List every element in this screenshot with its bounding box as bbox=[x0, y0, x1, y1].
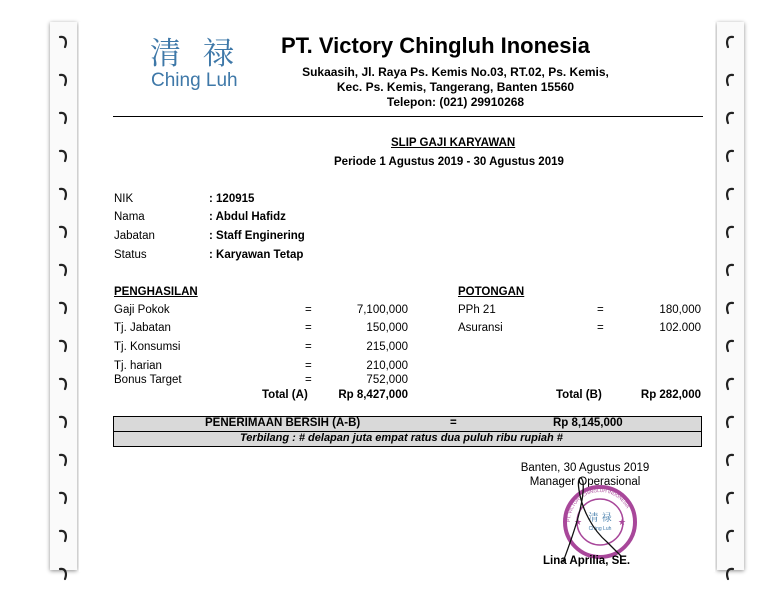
right-tractor-strip bbox=[717, 22, 744, 570]
tractor-hole-icon bbox=[56, 566, 70, 582]
net-pay-spelled: Terbilang : # delapan juta empat ratus dua puluh ribu rupiah # bbox=[240, 432, 563, 444]
stamp-logo-latin: Ching Luh bbox=[588, 526, 612, 532]
name-value: : Abdul Hafidz bbox=[209, 211, 286, 223]
earning-equals: = bbox=[305, 341, 312, 353]
tractor-hole-icon bbox=[56, 110, 70, 126]
tractor-hole-icon bbox=[56, 148, 70, 164]
company-name: PT. Victory Chingluh Inonesia bbox=[281, 33, 590, 58]
status-value: : Karyawan Tetap bbox=[209, 249, 304, 261]
earning-label: Tj. harian bbox=[114, 360, 162, 372]
signature-role: Manager Operasional bbox=[529, 476, 641, 488]
deduction-equals: = bbox=[597, 322, 604, 334]
earning-label: Tj. Jabatan bbox=[114, 322, 171, 334]
company-logo-latin: Ching Luh bbox=[151, 70, 238, 91]
deduction-equals: = bbox=[597, 304, 604, 316]
left-tractor-strip bbox=[50, 22, 77, 570]
header-divider bbox=[113, 116, 703, 117]
earning-amount: 210,000 bbox=[366, 360, 408, 372]
tractor-hole-icon bbox=[723, 566, 737, 582]
deduction-amount: 180,000 bbox=[659, 304, 701, 316]
earning-equals: = bbox=[305, 360, 312, 372]
stamp-star-icon: ★ bbox=[574, 517, 583, 527]
net-pay-label: PENERIMAAN BERSIH (A-B) bbox=[205, 417, 361, 429]
stamp-ring-text: PT. VICTORY CHINGLUH INDONESIA bbox=[565, 487, 631, 523]
deduction-label: Asuransi bbox=[458, 322, 503, 334]
tractor-hole-icon bbox=[56, 300, 70, 316]
tractor-hole-icon bbox=[723, 414, 737, 430]
nik-label: NIK bbox=[114, 193, 134, 205]
tractor-hole-icon bbox=[723, 262, 737, 278]
status-label: Status bbox=[114, 249, 147, 261]
earning-amount: 752,000 bbox=[366, 374, 408, 386]
earning-equals: = bbox=[305, 322, 312, 334]
deduction-label: PPh 21 bbox=[458, 304, 496, 316]
company-logo-chinese: 清 禄 bbox=[150, 36, 240, 72]
tractor-hole-icon bbox=[56, 528, 70, 544]
tractor-hole-icon bbox=[723, 224, 737, 240]
position-value: : Staff Enginering bbox=[209, 230, 305, 242]
signatory-name: Lina Aprilia, SE. bbox=[543, 555, 631, 567]
handwritten-signature bbox=[555, 470, 630, 565]
tractor-hole-icon bbox=[723, 376, 737, 392]
tractor-hole-icon bbox=[723, 34, 737, 50]
tractor-hole-icon bbox=[723, 490, 737, 506]
tractor-hole-icon bbox=[56, 376, 70, 392]
earning-label: Bonus Target bbox=[114, 374, 182, 386]
stamp-star-icon: ★ bbox=[618, 517, 627, 527]
earnings-heading: PENGHASILAN bbox=[114, 286, 198, 298]
deductions-total-value: Rp 282,000 bbox=[640, 389, 701, 401]
company-address-line-2: Kec. Ps. Kemis, Tangerang, Banten 15560 bbox=[336, 80, 575, 94]
earning-label: Tj. Konsumsi bbox=[114, 341, 181, 353]
nik-value: : 120915 bbox=[209, 193, 255, 205]
company-phone: Telepon: (021) 29910268 bbox=[386, 95, 525, 109]
stamp-logo-chinese: 清 禄 bbox=[588, 513, 612, 524]
tractor-hole-icon bbox=[723, 528, 737, 544]
position-label: Jabatan bbox=[114, 230, 155, 242]
tractor-hole-icon bbox=[56, 490, 70, 506]
earnings-total-label: Total (A) bbox=[262, 389, 308, 401]
tractor-hole-icon bbox=[56, 224, 70, 240]
tractor-hole-icon bbox=[723, 110, 737, 126]
tractor-hole-icon bbox=[723, 452, 737, 468]
tractor-hole-icon bbox=[56, 186, 70, 202]
tractor-hole-icon bbox=[723, 148, 737, 164]
tractor-hole-icon bbox=[56, 452, 70, 468]
tractor-hole-icon bbox=[56, 34, 70, 50]
net-pay-value: Rp 8,145,000 bbox=[553, 417, 623, 429]
slip-period: Periode 1 Agustus 2019 - 30 Agustus 2019 bbox=[334, 156, 564, 168]
tractor-hole-icon bbox=[56, 338, 70, 354]
tractor-hole-icon bbox=[56, 414, 70, 430]
earning-amount: 7,100,000 bbox=[356, 304, 408, 316]
net-pay-equals: = bbox=[450, 417, 457, 429]
earning-amount: 150,000 bbox=[366, 322, 408, 334]
signature-place-date: Banten, 30 Agustus 2019 bbox=[520, 462, 650, 474]
name-label: Nama bbox=[114, 211, 145, 223]
tractor-hole-icon bbox=[723, 300, 737, 316]
slip-title: SLIP GAJI KARYAWAN bbox=[391, 137, 516, 149]
deduction-amount: 102.000 bbox=[659, 322, 701, 334]
earning-label: Gaji Pokok bbox=[114, 304, 170, 316]
company-address-line-1: Sukaasih, Jl. Raya Ps. Kemis No.03, RT.02, Ps. Kemis, bbox=[302, 65, 609, 79]
deductions-total-label: Total (B) bbox=[556, 389, 602, 401]
tractor-hole-icon bbox=[723, 338, 737, 354]
tractor-hole-icon bbox=[56, 72, 70, 88]
tractor-hole-icon bbox=[723, 72, 737, 88]
tractor-hole-icon bbox=[723, 186, 737, 202]
earning-equals: = bbox=[305, 374, 312, 386]
earning-equals: = bbox=[305, 304, 312, 316]
earning-amount: 215,000 bbox=[366, 341, 408, 353]
tractor-hole-icon bbox=[56, 262, 70, 278]
deductions-heading: POTONGAN bbox=[458, 286, 525, 298]
earnings-total-value: Rp 8,427,000 bbox=[338, 389, 408, 401]
